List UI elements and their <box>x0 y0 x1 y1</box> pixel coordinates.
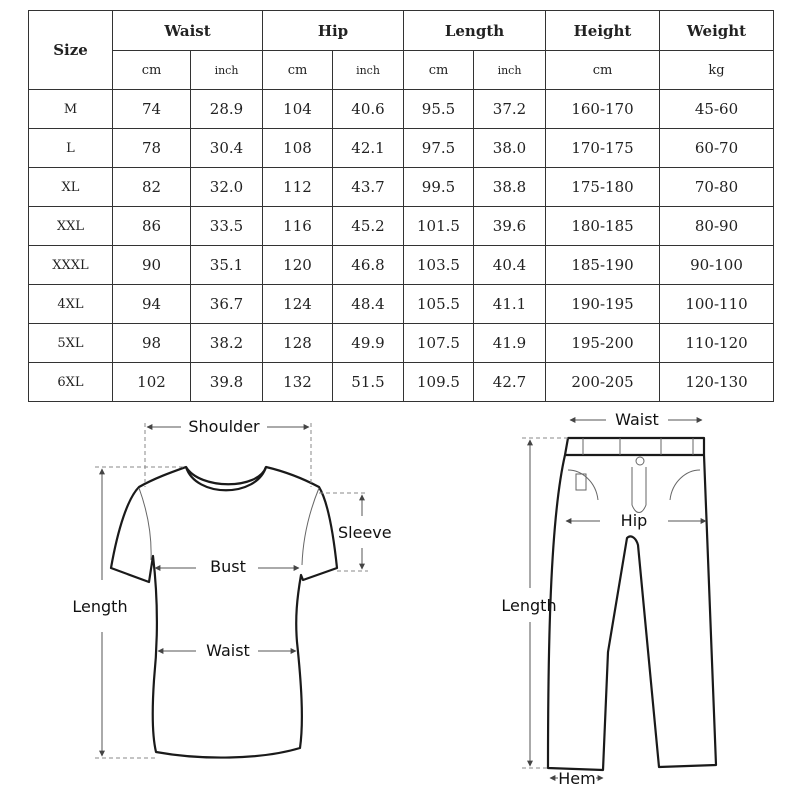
tshirt-outline <box>111 467 337 758</box>
table-cell: 39.8 <box>191 363 263 402</box>
table-cell: 38.2 <box>191 324 263 363</box>
table-cell: 49.9 <box>333 324 404 363</box>
table-cell: 99.5 <box>404 168 474 207</box>
table-cell: 86 <box>113 207 191 246</box>
header-length: Length <box>404 11 546 51</box>
table-cell: 124 <box>263 285 333 324</box>
table-cell: 90-100 <box>660 246 774 285</box>
table-cell: 45-60 <box>660 90 774 129</box>
table-cell: 70-80 <box>660 168 774 207</box>
table-cell: 48.4 <box>333 285 404 324</box>
table-cell: 110-120 <box>660 324 774 363</box>
size-cell: M <box>29 90 113 129</box>
table-cell: 78 <box>113 129 191 168</box>
table-cell: 51.5 <box>333 363 404 402</box>
table-cell: 36.7 <box>191 285 263 324</box>
table-cell: 40.6 <box>333 90 404 129</box>
table-cell: 42.7 <box>474 363 546 402</box>
unit-cell: inch <box>474 51 546 90</box>
table-cell: 109.5 <box>404 363 474 402</box>
table-cell: 39.6 <box>474 207 546 246</box>
table-cell: 103.5 <box>404 246 474 285</box>
table-cell: 108 <box>263 129 333 168</box>
bust-label: Bust <box>210 557 246 576</box>
header-hip: Hip <box>263 11 404 51</box>
table-cell: 43.7 <box>333 168 404 207</box>
hip-label: Hip <box>620 511 648 530</box>
size-header: Size <box>29 11 113 90</box>
unit-cell: cm <box>546 51 660 90</box>
table-cell: 190-195 <box>546 285 660 324</box>
table-cell: 120-130 <box>660 363 774 402</box>
table-cell: 38.0 <box>474 129 546 168</box>
size-cell: XL <box>29 168 113 207</box>
table-cell: 128 <box>263 324 333 363</box>
table-cell: 74 <box>113 90 191 129</box>
sleeve-label: Sleeve <box>338 523 392 542</box>
table-cell: 90 <box>113 246 191 285</box>
header-weight: Weight <box>660 11 774 51</box>
shirt-length-label: Length <box>72 597 128 616</box>
header-height: Height <box>546 11 660 51</box>
table-cell: 107.5 <box>404 324 474 363</box>
header-waist: Waist <box>113 11 263 51</box>
size-cell: XXXL <box>29 246 113 285</box>
table-cell: 42.1 <box>333 129 404 168</box>
table-cell: 112 <box>263 168 333 207</box>
table-cell: 35.1 <box>191 246 263 285</box>
table-cell: 132 <box>263 363 333 402</box>
size-cell: L <box>29 129 113 168</box>
table-cell: 38.8 <box>474 168 546 207</box>
unit-cell: inch <box>191 51 263 90</box>
unit-cell: kg <box>660 51 774 90</box>
tshirt-diagram <box>72 417 391 758</box>
tshirt-sleeve-seam-left <box>139 488 151 560</box>
table-cell: 30.4 <box>191 129 263 168</box>
table-cell: 200-205 <box>546 363 660 402</box>
shirt-waist-label: Waist <box>206 641 250 660</box>
table-cell: 120 <box>263 246 333 285</box>
table-cell: 102 <box>113 363 191 402</box>
size-cell: XXL <box>29 207 113 246</box>
table-cell: 82 <box>113 168 191 207</box>
table-cell: 33.5 <box>191 207 263 246</box>
size-cell: 6XL <box>29 363 113 402</box>
table-cell: 98 <box>113 324 191 363</box>
table-cell: 160-170 <box>546 90 660 129</box>
table-cell: 37.2 <box>474 90 546 129</box>
size-cell: 5XL <box>29 324 113 363</box>
table-cell: 195-200 <box>546 324 660 363</box>
table-cell: 180-185 <box>546 207 660 246</box>
pants-diagram <box>501 410 716 788</box>
size-cell: 4XL <box>29 285 113 324</box>
table-cell: 46.8 <box>333 246 404 285</box>
shoulder-label: Shoulder <box>188 417 260 436</box>
table-cell: 104 <box>263 90 333 129</box>
table-cell: 170-175 <box>546 129 660 168</box>
unit-cell: inch <box>333 51 404 90</box>
table-cell: 94 <box>113 285 191 324</box>
table-cell: 105.5 <box>404 285 474 324</box>
unit-cell: cm <box>263 51 333 90</box>
unit-cell: cm <box>113 51 191 90</box>
table-cell: 116 <box>263 207 333 246</box>
table-cell: 95.5 <box>404 90 474 129</box>
table-cell: 100-110 <box>660 285 774 324</box>
table-cell: 41.1 <box>474 285 546 324</box>
pocket-right <box>670 470 700 500</box>
tshirt-sleeve-seam-right <box>302 488 319 565</box>
pants-waist-label: Waist <box>615 410 659 429</box>
table-cell: 41.9 <box>474 324 546 363</box>
unit-cell: cm <box>404 51 474 90</box>
hem-label: Hem <box>558 769 596 788</box>
table-cell: 175-180 <box>546 168 660 207</box>
table-cell: 101.5 <box>404 207 474 246</box>
table-cell: 28.9 <box>191 90 263 129</box>
table-cell: 185-190 <box>546 246 660 285</box>
table-cell: 97.5 <box>404 129 474 168</box>
table-cell: 80-90 <box>660 207 774 246</box>
pants-length-label: Length <box>501 596 557 615</box>
fly-seam <box>632 467 646 513</box>
table-cell: 60-70 <box>660 129 774 168</box>
coin-pocket <box>576 474 586 490</box>
table-cell: 32.0 <box>191 168 263 207</box>
pants-button-icon <box>636 457 644 465</box>
table-cell: 45.2 <box>333 207 404 246</box>
table-cell: 40.4 <box>474 246 546 285</box>
